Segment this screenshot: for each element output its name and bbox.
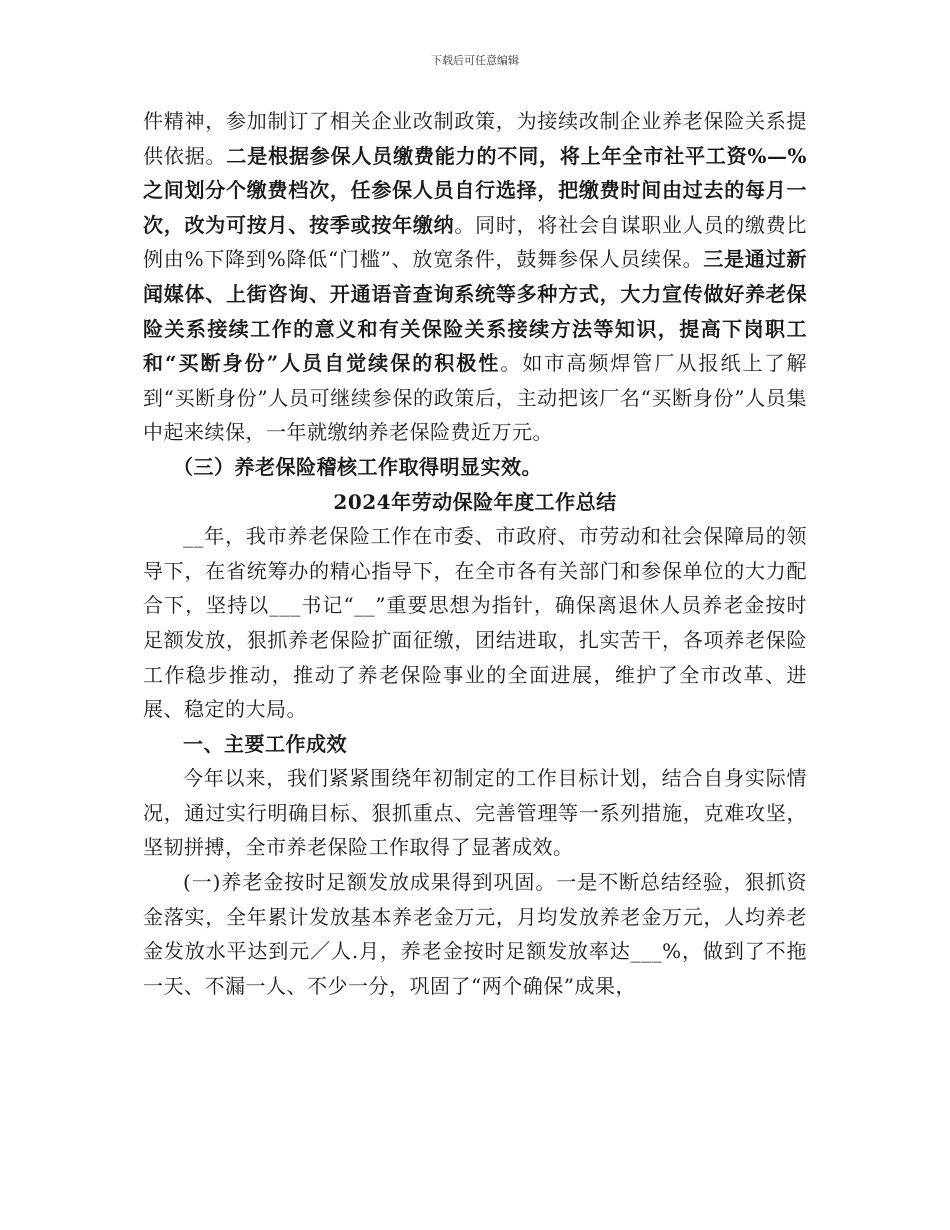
body-paragraph: (一)养老金按时足额发放成果得到巩固。一是不断总结经验，狠抓资金落实，全年累计发放基本养老金万元，月均发放养老金万元，人均养老金发放水平达到元／人.月，养老金按时足额发放率达___%，做到了不拖一天、不漏一人、不少一分，巩固了“两个确保”成果， xyxy=(143,870,807,998)
subsection-heading: （三）养老保险稽核工作取得明显实效。 xyxy=(173,454,542,479)
text-run: 。如市高频焊管厂从报纸上了解到“买断身份”人员可继续参保的政策后，主动把该厂名“买断身份”人员集中起来续保，一年就缴纳养老保险费近万元。 xyxy=(143,351,808,445)
body-paragraph: 今年以来，我们紧紧围绕年初制定的工作目标计划，结合自身实际情况，通过实行明确目标、狠抓重点、完善管理等一系列措施，克难攻坚，坚韧拼搏，全市养老保险工作取得了显著成效。 xyxy=(143,766,807,860)
intro-paragraph: __年，我市养老保险工作在市委、市政府、市劳动和社会保障局的领导下，在省统筹办的精心指导下，在全市各有关部门和参保单位的大力配合下，坚持以___书记“__”重要思想为指针，确保离退休人员养老金按时足额发放，狠抓养老保险扩面征缴，团结进取，扎实苦干，各项养老保险工作稳步推动，推动了养老保险事业的全面进展，维护了全市改革、进展、稳定的大局。 xyxy=(143,524,807,722)
bold-run: 三是通过新闻媒体、上街咨询、开通语音查询系统等多种方式，大力宣传做好养老保险关系接续工作的意义和有关保险关系接续方法等知识，提高下岗职工和“买断身份”人员自觉续保的积极性 xyxy=(143,247,807,376)
text-run: 。同时，将社会自谋职业人员的缴费比例由%下降到%降低“门槛”、放宽条件，鼓舞参保人员续保。 xyxy=(143,212,808,272)
section-heading: 一、主要工作成效 xyxy=(183,731,347,756)
text-run: 件精神，参加制订了相关企业改制政策，为接续改制企业养老保险关系提供依据。 xyxy=(143,109,807,168)
document-body xyxy=(143,104,807,1003)
page-header: 下载后可任意编辑 xyxy=(431,54,519,67)
document-title: 2024年劳动保险年度工作总结 xyxy=(333,489,617,514)
paragraph-continuation xyxy=(143,104,807,450)
bold-run: 二是根据参保人员缴费能力的不同，将上年全市社平工资%—%之间划分个缴费档次，任参保人员自行选择，把缴费时间由过去的每月一次，改为可按月、按季或按年缴纳 xyxy=(143,143,808,237)
